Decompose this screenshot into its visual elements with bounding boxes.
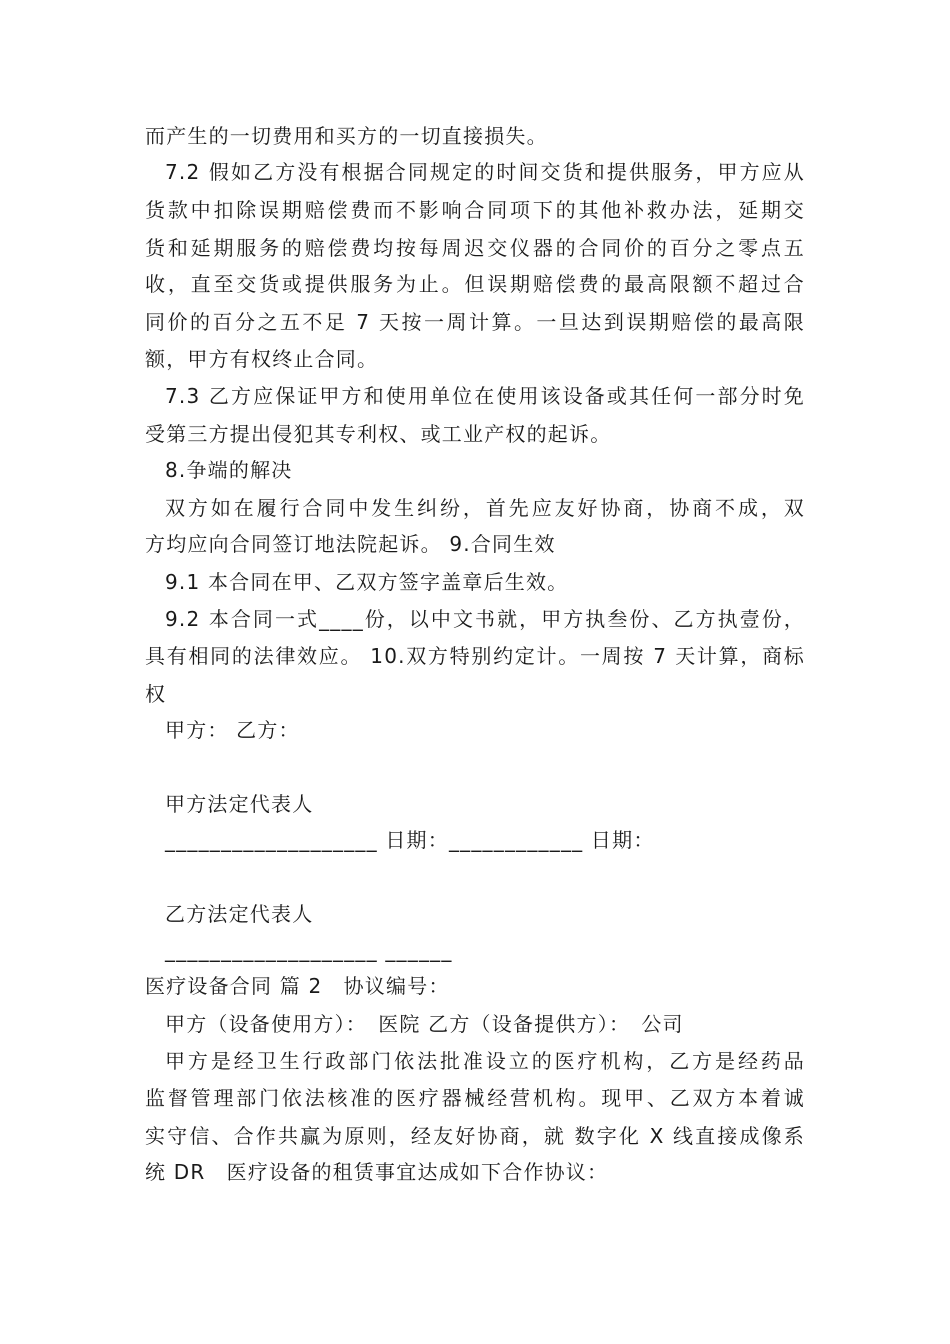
section-heading: 8.争端的解决 — [165, 458, 293, 482]
section-title: 医疗设备合同 篇 2 协议编号： — [145, 974, 450, 998]
text-line: 具有相同的法律效应。 10.双方特别约定计。一周按 7 天计算，商标 — [145, 644, 805, 668]
signature-line: ___________________ ______ — [165, 938, 453, 962]
signature-line: ___________________ 日期：____________ 日期： — [165, 828, 655, 852]
signature-label: 乙方法定代表人 — [165, 902, 314, 926]
text-line: 9.1 本合同在甲、乙双方签字盖章后生效。 — [165, 570, 569, 594]
text-line: 甲方是经卫生行政部门依法批准设立的医疗机构，乙方是经药品 — [165, 1049, 805, 1073]
signature-label: 甲方法定代表人 — [165, 792, 314, 816]
text-line: 同价的百分之五不足 7 天按一周计算。一旦达到误期赔偿的最高限 — [145, 310, 805, 334]
text-line: 货款中扣除误期赔偿费而不影响合同项下的其他补救办法，延期交 — [145, 198, 805, 222]
text-line: 受第三方提出侵犯其专利权、或工业产权的起诉。 — [145, 422, 612, 446]
text-line: 额，甲方有权终止合同。 — [145, 347, 379, 371]
parties-line: 甲方（设备使用方）： 医院 乙方（设备提供方）： 公司 — [165, 1012, 684, 1036]
text-line: 7.3 乙方应保证甲方和使用单位在使用该设备或其任何一部分时免 — [165, 384, 805, 408]
text-line: 货和延期服务的赔偿费均按每周迟交仪器的合同价的百分之零点五 — [145, 236, 805, 260]
text-line: 7.2 假如乙方没有根据合同规定的时间交货和提供服务，甲方应从 — [165, 160, 805, 184]
text-line: 权 — [145, 682, 167, 706]
text-line: 统 DR 医疗设备的租赁事宜达成如下合作协议： — [145, 1160, 609, 1184]
text-line: 方均应向合同签订地法院起诉。 9.合同生效 — [145, 532, 556, 556]
text-line: 实守信、合作共赢为原则，经友好协商，就 数字化 X 线直接成像系 — [145, 1124, 805, 1148]
text-line: 监督管理部门依法核准的医疗器械经营机构。现甲、乙双方本着诚 — [145, 1086, 805, 1110]
text-line: 双方如在履行合同中发生纠纷，首先应友好协商，协商不成，双 — [165, 496, 805, 520]
text-line: 收，直至交货或提供服务为止。但误期赔偿费的最高限额不超过合 — [145, 272, 805, 296]
text-line: 而产生的一切费用和买方的一切直接损失。 — [145, 124, 548, 148]
signature-parties: 甲方： 乙方： — [165, 718, 300, 742]
text-line: 9.2 本合同一式____份，以中文书就，甲方执叁份、乙方执壹份， — [165, 607, 805, 631]
